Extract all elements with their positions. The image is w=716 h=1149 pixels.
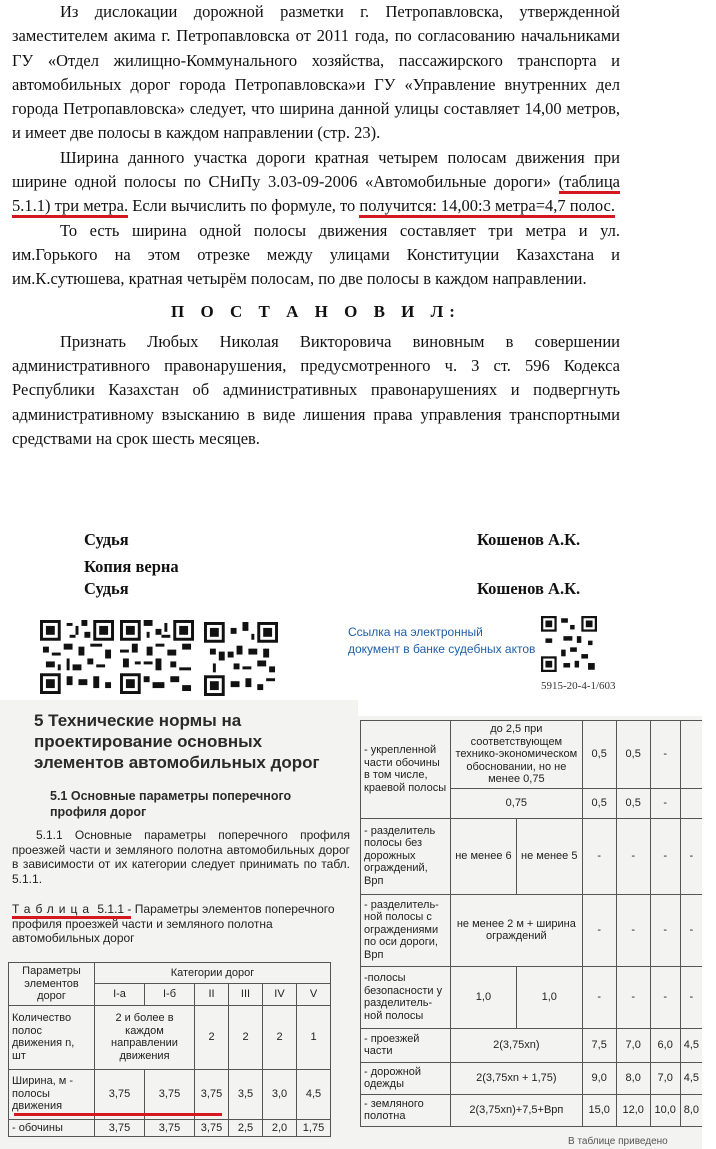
paragraph-ruling: Признать Любых Николая Викторовича виновным в совершении административного правонарушения, предусмотренного ч. 3 ст. 596 Кодекса Республики Казахстан об административных правонарушениях и подвергнуть административному взысканию в виде лишения права управления транспортными средствами на срок шесть месяцев. [12, 331, 620, 449]
judge-name-2: Кошенов А.К. [477, 579, 581, 598]
row-subgrade-merged: 2(3,75хn)+7,5+Врп [451, 1094, 583, 1126]
qr-code-link[interactable] [541, 616, 597, 672]
table-cell: 3,75 [195, 1119, 229, 1137]
table-cell: - [650, 966, 680, 1028]
row-divider-no-barrier-label: - разделитель полосы без дорожных ограждений, Врп [361, 818, 451, 894]
table-cell: - [650, 894, 680, 966]
table-cell: 3,75 [145, 1069, 195, 1119]
text-snip: Ширина данного участка дороги кратная четырем полосам движения при ширине одной полосы по СНиПу 3.03-09-2006 «Автомобильные дороги» [12, 147, 620, 192]
table-cell: 8,0 [616, 1062, 650, 1094]
snip-table-right [360, 720, 702, 1127]
table-cell: - [680, 894, 702, 966]
header-parameters: Параметры элементов дорог [9, 963, 95, 1006]
paragraph-dislocation: Из дислокации дорожной разметки г. Петропавловска, утвержденной заместителем акима г. Петропавловска от 2011 года, по согласованию начальниками ГУ «Отдел жилищно-Коммунального хозяйства, пассажирского транспорта и автомобильных дорог города Петропавловска»и ГУ «Управление внутренних дел города Петропавловска» следует, что ширина данной улицы составляет 14,00 метров, и имеет две полосы в каждом направлении (стр. 23). [12, 2, 620, 143]
row-reinforced-shoulder-label: - укрепленной части обочины в том числе, краевой полосы [361, 721, 451, 819]
table-cell: 1,75 [297, 1119, 331, 1137]
cat-2: II [195, 984, 229, 1005]
table-cell: 7,0 [650, 1062, 680, 1094]
table-caption [12, 902, 350, 946]
row-reinforced-merged: до 2,5 при соответствующем технико-экономическом обосновании, но не менее 0,75 [451, 721, 583, 789]
table-cell: 1,0 [451, 966, 517, 1028]
highlight-formula: получится: 14,00:3 метра=4,7 полос. [359, 196, 615, 218]
table-cell: - [582, 966, 616, 1028]
snip-page-right [358, 716, 702, 1149]
table-cell: - [616, 966, 650, 1028]
table-cell-blank [680, 721, 702, 789]
table-cell: 4,5 [297, 1069, 331, 1119]
cat-5: V [297, 984, 331, 1005]
table-cell: - [616, 818, 650, 894]
judge-name-1: Кошенов А.К. [477, 530, 581, 549]
table-cell: 0,5 [582, 788, 616, 818]
table-cell: 8,0 [680, 1094, 702, 1126]
row-subgrade-label: - земляного полотна [361, 1094, 451, 1126]
highlight-table-ref: (таблица 5.1.1) три метра. [12, 172, 620, 218]
document-reference-number: 5915-20-4-1/603 [541, 680, 616, 692]
clause-text: 5.1.1 Основные параметры поперечного профиля проезжей части и земляного полотна автомобильных дорог в зависимости от их категории следует принимать по табл. 5.1.1. [12, 828, 350, 886]
qr-code-1[interactable] [40, 620, 114, 694]
e-document-link[interactable]: Ссылка на электронный документ в банке судебных актов [348, 625, 536, 656]
row-divider-barrier-merged: не менее 2 м + ширина ограждений [451, 894, 583, 966]
table-cell: - [650, 788, 680, 818]
caption-rest: Параметры элементов поперечного профиля проезжей части и земляного полотна автомобильных дорог [12, 902, 335, 945]
table-cell: 2 [229, 1005, 263, 1069]
ruling-heading: П О С Т А Н О В И Л: [171, 301, 461, 321]
table-cell: не менее 6 [451, 818, 517, 894]
qr-code-2[interactable] [120, 620, 194, 694]
table-cell: 2,5 [229, 1119, 263, 1137]
subsection-title: 5.1 Основные параметры поперечного профиля дорог [50, 789, 292, 819]
text-formula-lead: Если вычислить по формуле, то [132, 196, 356, 216]
row-safety-strip-label: -полосы безопасности у разделитель-ной полосы [361, 966, 451, 1028]
cat-1b: I-б [145, 984, 195, 1005]
table-cell: 2 [195, 1005, 229, 1069]
table-cell: 1,0 [516, 966, 582, 1028]
table-cell: 1 [297, 1005, 331, 1069]
qr-code-3[interactable] [204, 622, 278, 696]
table-cell: 9,0 [582, 1062, 616, 1094]
table-cell: 3,75 [95, 1069, 145, 1119]
table-cell: 7,0 [616, 1028, 650, 1062]
paragraph-road-width [12, 146, 620, 219]
row-lane-width-label: Ширина, м - полосы движения [9, 1069, 95, 1119]
table-cell: 10,0 [650, 1094, 680, 1126]
cat-3: III [229, 984, 263, 1005]
row-edge-strip-merged: 0,75 [451, 788, 583, 818]
table-cell: 12,0 [616, 1094, 650, 1126]
table-cell: 3,75 [195, 1069, 229, 1119]
judge-label-2: Судья [84, 579, 129, 598]
table-cell: 4,5 [680, 1062, 702, 1094]
cat-1a: I-а [95, 984, 145, 1005]
snip-page-left [0, 700, 358, 1149]
table-cell: не менее 5 [516, 818, 582, 894]
table-cell: - [582, 818, 616, 894]
header-categories: Категории дорог [95, 963, 331, 984]
table-cell: - [650, 818, 680, 894]
table-cell: 0,5 [616, 788, 650, 818]
table-footnote: В таблице приведено [568, 1136, 668, 1147]
row-lanes-label: Количество полос движения n, шт [9, 1005, 95, 1069]
table-cell: 6,0 [650, 1028, 680, 1062]
table-cell: 3,0 [263, 1069, 297, 1119]
table-cell: 0,5 [582, 721, 616, 789]
table-cell: 3,75 [95, 1119, 145, 1137]
row-carriageway-label: - проезжей части [361, 1028, 451, 1062]
row-pavement-label: - дорожной одежды [361, 1062, 451, 1094]
caption-label: Таблица 5.1.1 - [12, 902, 131, 919]
red-underline-lane-width [14, 1113, 222, 1116]
table-cell: 2 [263, 1005, 297, 1069]
table-cell: - [680, 966, 702, 1028]
row-pavement-merged: 2(3,75хn + 1,75) [451, 1062, 583, 1094]
table-cell: - [616, 894, 650, 966]
row-lanes-merged: 2 и более в каждом направлении движения [95, 1005, 195, 1069]
table-cell: 3,5 [229, 1069, 263, 1119]
table-cell: - [650, 721, 680, 789]
cat-4: IV [263, 984, 297, 1005]
table-cell: 2,0 [263, 1119, 297, 1137]
table-cell: - [680, 818, 702, 894]
row-divider-barrier-label: - разделитель-ной полосы с ограждениями по оси дороги, Врп [361, 894, 451, 966]
table-cell: 3,75 [145, 1119, 195, 1137]
judge-label-1: Судья [84, 530, 129, 549]
table-cell-blank [680, 788, 702, 818]
copy-certified-label: Копия верна [84, 557, 179, 576]
table-cell: 4,5 [680, 1028, 702, 1062]
table-cell: 15,0 [582, 1094, 616, 1126]
row-shoulder-label: - обочины [9, 1119, 95, 1137]
table-cell: 0,5 [616, 721, 650, 789]
section-title: 5 Технические нормы на проектирование основных элементов автомобильных дорог [34, 711, 320, 772]
paragraph-lane-width: То есть ширина одной полосы движения составляет три метра и ул. им.Горького на этом отрезке между улицами Конституции Казахстана и им.К.сутюшева, кратная четырём полосам, по две полосы в каждом направлении. [12, 220, 620, 289]
snip-table-left [8, 962, 331, 1137]
table-cell: - [582, 894, 616, 966]
table-cell: 7,5 [582, 1028, 616, 1062]
row-carriageway-merged: 2(3,75хn) [451, 1028, 583, 1062]
document-body [12, 0, 620, 451]
